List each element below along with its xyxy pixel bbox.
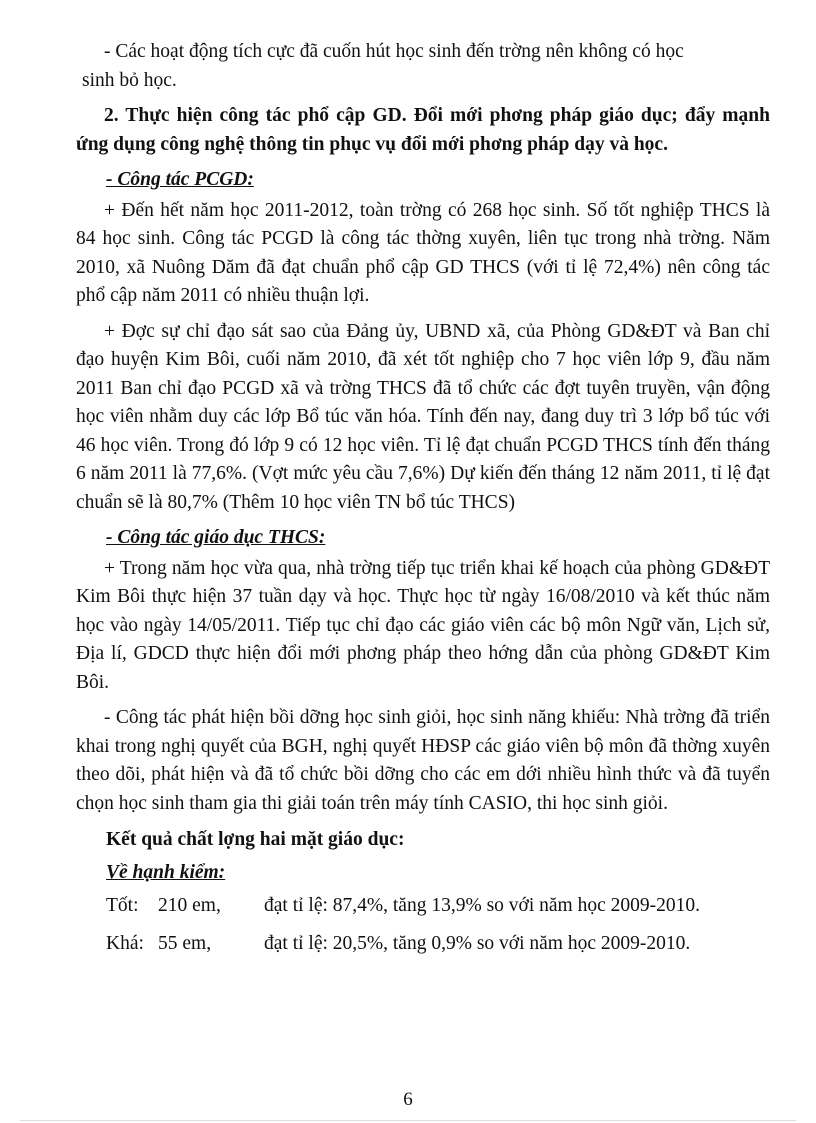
thcs-paragraph-2: - Công tác phát hiện bồi dỡng học sinh giỏi, học sinh năng khiếu: Nhà trờng đã triển khai trong nghị quyết của BGH, nghị quyết HĐSP các giáo viên bộ môn đã thờng xuyên theo dõi, phát hiện và đã tổ chức bồi dỡng cho các em dới nhiều hình thức và đã tuyển chọn học sinh tham gia thi giải toán trên máy tính CASIO, thi học sinh giỏi. (76, 707, 770, 814)
conduct-label: Tốt: (106, 894, 139, 916)
conduct-count: 210 em, (158, 894, 221, 916)
pcgd-paragraph-2: + Đợc sự chỉ đạo sát sao của Đảng ủy, UBND xã, của Phòng GD&ĐT và Ban chỉ đạo huyện Kim Bôi, cuối năm 2010, đã xét tốt nghiệp cho 7 học viên lớp 9, đầu năm 2011 Ban chỉ đạo PCGD xã và trờng THCS đã tổ chức các đợt tuyên truyền, vận động học viên nhằm duy các lớp Bổ túc văn hóa. Tính đến nay, đang duy trì 3 lớp bổ túc với 46 học viên. Trong đó lớp 9 có 12 học viên. Tỉ lệ đạt chuẩn PCGD THCS tính đến tháng 6 năm 2011 là 77,6%. (Vợt mức yêu cầu 7,6%) Dự kiến đến tháng 12 năm 2011, tỉ lệ đạt chuẩn sẽ là 80,7% (Thêm 10 học viên TN bổ túc THCS) (76, 320, 770, 513)
section-2-heading: 2. Thực hiện công tác phổ cập GD. Đổi mới phơng pháp giáo dục; đẩy mạnh ứng dụng công nghệ thông tin phục vụ đổi mới phơng pháp dạy và học. (76, 105, 770, 155)
conduct-row-good (76, 887, 770, 925)
conduct-subheading: Về hạnh kiểm: (106, 861, 226, 883)
pcgd-paragraph-1: + Đến hết năm học 2011-2012, toàn trờng có 268 học sinh. Số tốt nghiệp THCS là 84 học sinh. Công tác PCGD là công tác thờng xuyên, liên tục trong nhà trờng. Năm 2010, xã Nuông Dăm đã đạt chuẩn phổ cập GD THCS (với tỉ lệ 72,4%) nên công tác phổ cập năm 2011 có nhiều thuận lợi. (76, 199, 770, 306)
pcgd-subheading: - Công tác PCGD: (106, 169, 254, 190)
footer-divider (20, 1120, 796, 1121)
intro-line: - Các hoạt động tích cực đã cuốn hút học sinh đến trờng nên không có học (104, 41, 684, 62)
page-content (76, 38, 770, 963)
conduct-detail: đạt tỉ lệ: 20,5%, tăng 0,9% so với năm học 2009-2010. (264, 932, 691, 954)
intro-line-continued: sinh bỏ học. (82, 69, 177, 91)
conduct-detail: đạt tỉ lệ: 87,4%, tăng 13,9% so với năm học 2009-2010. (264, 894, 700, 916)
page-number: 6 (403, 1089, 413, 1110)
results-heading: Kết quả chất lợng hai mặt giáo dục: (106, 829, 405, 850)
conduct-row-fair (76, 925, 770, 963)
conduct-count: 55 em, (158, 932, 212, 954)
thcs-paragraph-1: + Trong năm học vừa qua, nhà trờng tiếp tục triển khai kế hoạch của phòng GD&ĐT Kim Bôi thực hiện 37 tuần dạy và học. Thực học từ ngày 16/08/2010 và kết thúc năm học vào ngày 14/05/2011. Tiếp tục chỉ đạo các giáo viên các bộ môn Ngữ văn, Lịch sử, Địa lí, GDCD thực hiện đổi mới phơng pháp theo hớng dẫn của phòng GD&ĐT Kim Bôi. (76, 557, 770, 693)
conduct-label: Khá: (106, 932, 144, 954)
thcs-subheading: - Công tác giáo dục THCS: (106, 527, 326, 548)
